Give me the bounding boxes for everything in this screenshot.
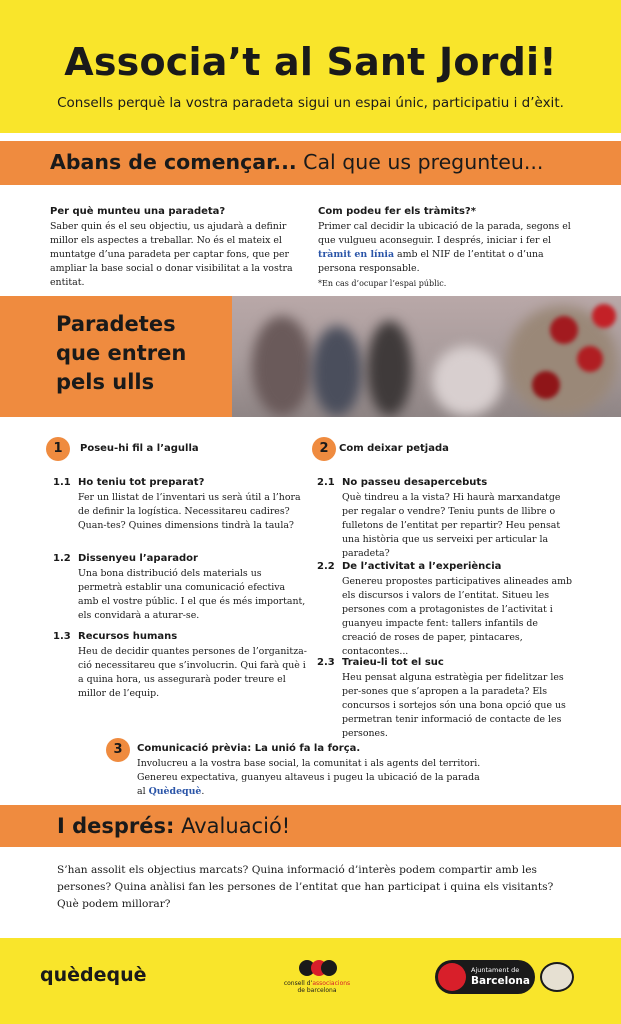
substep-title: Dissenyeu l’aparador [78, 553, 198, 564]
photo-title-line-2: que entren [56, 341, 187, 365]
substep-number: 1.1 [53, 477, 71, 488]
intro-right-heading: Com podeu fer els tràmits?* [318, 206, 476, 217]
page-title: Associa’t al Sant Jordi! [64, 40, 557, 84]
step-1-title: Poseu-hi fil a l’agulla [80, 443, 199, 454]
intro-left-text: Saber quin és el seu objectiu, us ajudarà a definir millor els aspectes a treballar. No és el mateix el muntatge d’una paradeta per captar fons, que per ampliar la base social o donar visibilitat a la vostra entitat. [50, 221, 293, 288]
barcelona-city-logo[interactable] [435, 960, 535, 994]
substep-title: De l’activitat a l’experiència [342, 561, 502, 572]
evaluation-text: S’han assolit els objectius marcats? Quina informació d’interès podem compartir amb les persones? Quina anàlisi fan les persones de l’entitat que han participat i quina els visitants? Què podem millorar? [57, 864, 554, 910]
intro-footnote: *En cas d’ocupar l’espai públic. [318, 279, 447, 288]
intro-right-text-a: Primer cal decidir la ubicació de la parada, segons el que vulgueu aconseguir. I després, iniciar i fer el [318, 221, 571, 246]
substep-text: Heu de decidir quantes persones de l’organitza-ció necessitareu que s’involucrin. Qui farà què i a quina hora, us assegurarà poder treure el millor de l’equip. [78, 646, 307, 699]
substep-1-1 [53, 476, 308, 533]
intro-left-heading: Per què munteu una paradeta? [50, 206, 226, 217]
section-title-before [50, 150, 543, 174]
step-3-text-a: Involucreu a la vostra base social, la comunitat i als agents del territori. Genereu expectativa, guanyeu altaveus i pugeu la ubicació de la parada al [137, 758, 481, 797]
substep-number: 2.2 [317, 561, 335, 572]
substep-2-2 [317, 560, 574, 659]
substep-text: Una bona distribució dels materials us permetrà establir una comunicació efectiva amb el vostre públic. I el que és més important, els convidarà a aturar-se. [78, 568, 306, 621]
step-3-badge: 3 [106, 738, 130, 762]
band-bold-text: Abans de començar... [50, 150, 297, 174]
substep-number: 1.3 [53, 631, 71, 642]
cab-line-1-red: associacions [312, 980, 351, 987]
photo-section-title [56, 310, 186, 397]
cab-mark-icon [297, 958, 337, 980]
substep-text: Genereu propostes participatives alineades amb els discursos i valors de l’entitat. Situeu les persones com a protagonistes de l’activitat i guanyeu impacte fent: tallers infantils de creació de roses de paper, pintacares, contacontes... [342, 576, 573, 657]
photo-title-line-3: pels ulls [56, 370, 155, 394]
step-2-title: Com deixar petjada [339, 443, 449, 454]
band-bold-text: I després: [57, 814, 175, 838]
substep-1-3 [53, 630, 308, 701]
step-3-title: Comunicació prèvia: La unió fa la força. [137, 743, 361, 754]
cab-line-1: consell d’ [283, 980, 313, 987]
cab-logo[interactable] [282, 958, 352, 994]
substep-number: 2.3 [317, 657, 335, 668]
barcelona-logo-line-1: Ajuntament de [471, 966, 520, 974]
intro-left-column [50, 205, 312, 290]
substep-text: Fer un llistat de l’inventari us serà útil a l’hora de definir la logística. Necessitareu cadires? Quan-tes? Quines dimensions tindrà la taula? [78, 492, 301, 531]
step-3-text [137, 757, 487, 799]
street-roses-photo [232, 296, 621, 417]
barcelona-logo-line-2: Barcelona [471, 975, 530, 987]
substep-number: 1.2 [53, 553, 71, 564]
substep-title: Traieu-li tot el suc [342, 657, 444, 668]
section-band-before [0, 141, 621, 185]
medal-badge-icon [540, 962, 574, 992]
barcelona-seal-icon [438, 963, 466, 991]
section-band-after [0, 805, 621, 847]
substep-2-3 [317, 656, 574, 741]
step-3-block [137, 742, 487, 799]
band-rest-text: Avaluació! [174, 814, 291, 838]
substep-title: Ho teniu tot preparat? [78, 477, 205, 488]
step-3-text-b: . [201, 786, 205, 797]
photo-section [0, 296, 621, 417]
intro-right-text-b: amb el NIF de l’entitat o d’una persona responsable. [318, 249, 544, 274]
band-rest-text: Cal que us pregunteu... [296, 150, 544, 174]
cab-line-2: de barcelona [297, 987, 337, 994]
substep-text: Què tindreu a la vista? Hi haurà marxandatge per regalar o vendre? Teniu punts de llibre o fulletons de l’entitat per repartir? Heu pensat una història que us serveixi per articular la paradeta? [342, 492, 561, 559]
intro-right-text [318, 220, 580, 276]
intro-right-column [318, 205, 580, 291]
photo-title-line-1: Paradetes [56, 312, 176, 336]
online-procedure-link[interactable]: tràmit en línia [318, 249, 395, 260]
cab-logo-text [282, 980, 352, 994]
substep-title: No passeu desapercebuts [342, 477, 488, 488]
header-banner [0, 0, 621, 133]
quedeque-logo[interactable]: quèdequè [40, 964, 147, 986]
step-1-badge: 1 [46, 437, 70, 461]
step-2-badge: 2 [312, 437, 336, 461]
substep-2-1 [317, 476, 574, 561]
substep-text: Heu pensat alguna estratègia per fidelitzar les per-sones que s’apropen a la paradeta? Els concursos i sortejos són una bona opció que us permetran tenir informació de contacte de les persones. [342, 672, 566, 739]
substep-1-2 [53, 552, 308, 623]
section-title-evaluation [57, 814, 290, 838]
photo-section-title-box [0, 296, 232, 417]
page-subtitle: Consells perquè la vostra paradeta sigui un espai únic, participatiu i d’èxit. [57, 95, 564, 111]
quedeque-link[interactable]: Quèdequè [148, 786, 202, 797]
substep-title: Recursos humans [78, 631, 178, 642]
substep-number: 2.1 [317, 477, 335, 488]
footer-banner [0, 938, 621, 1024]
